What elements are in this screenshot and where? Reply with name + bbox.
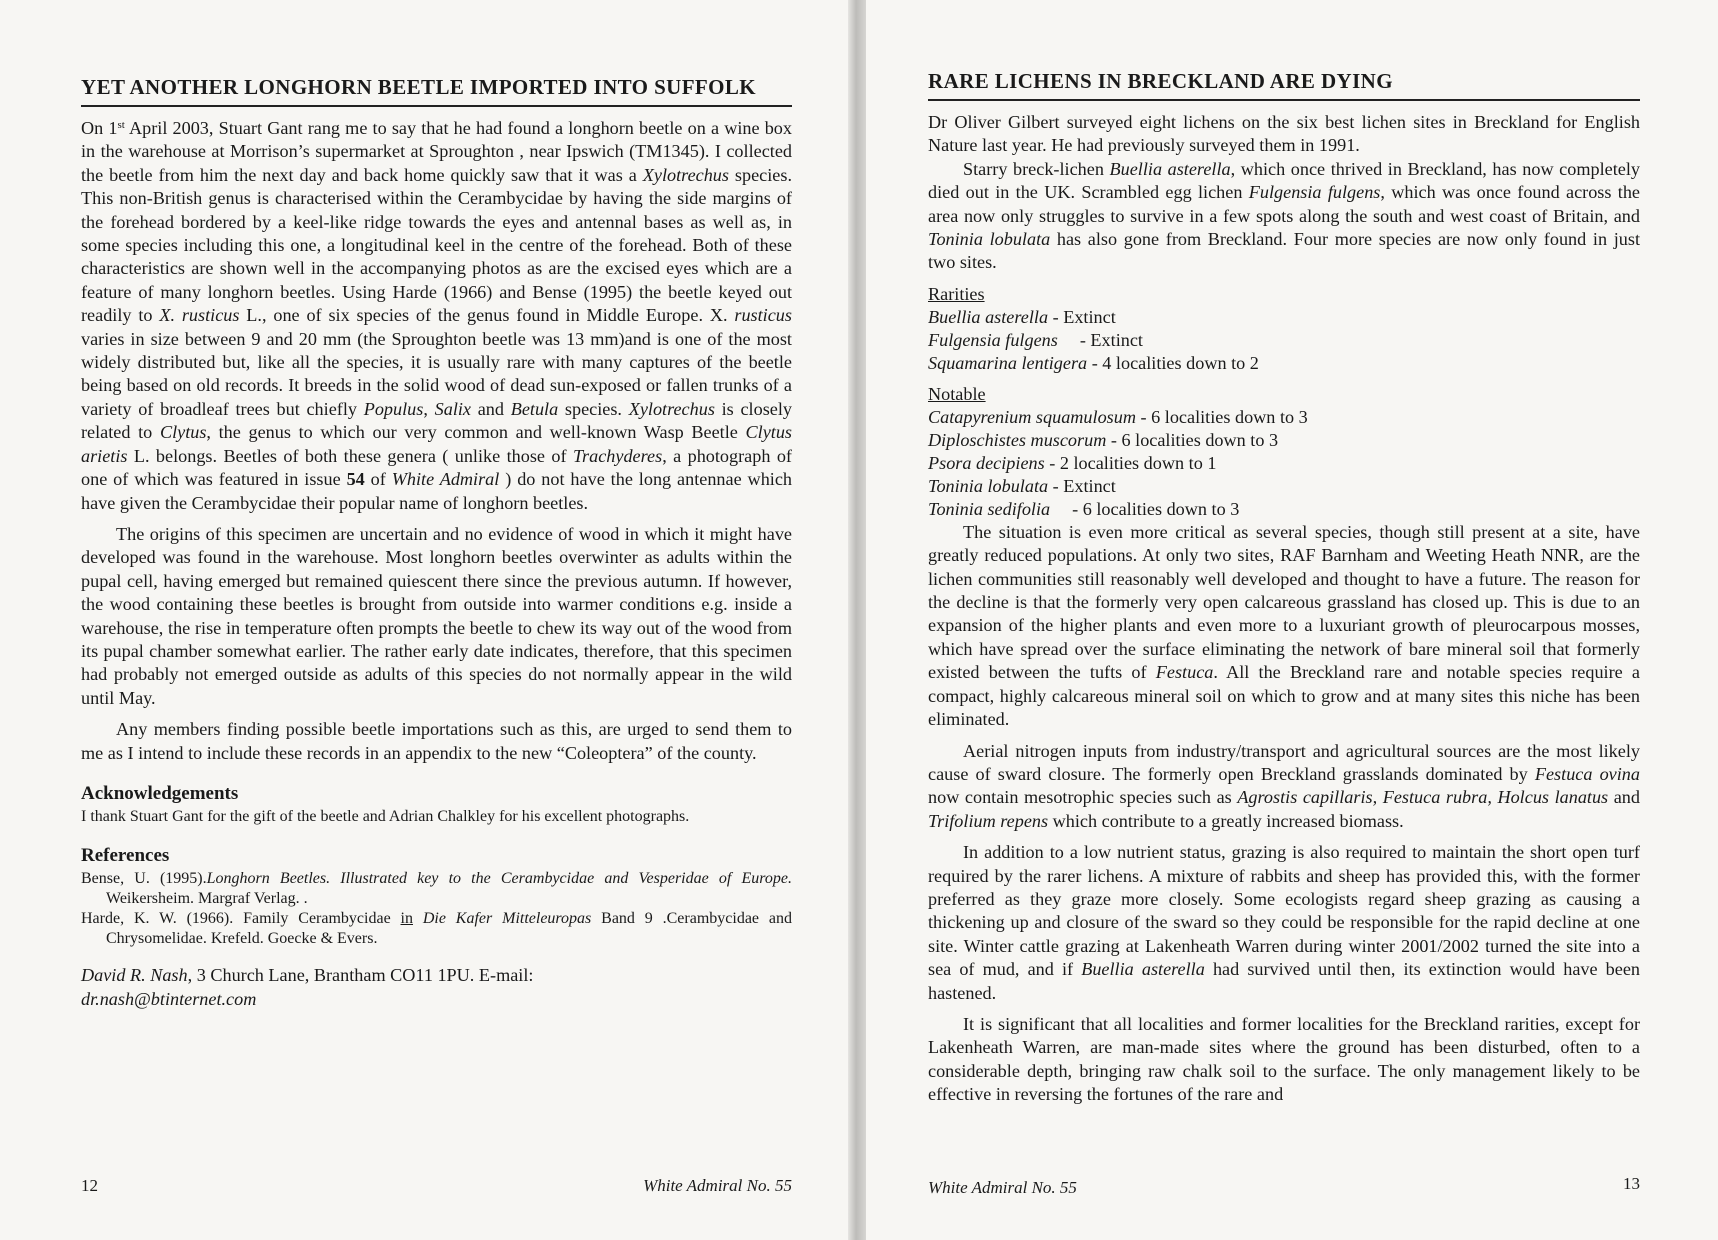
body-paragraph: In addition to a low nutrient status, grazing is also required to maintain the short open turf required by the rarer lichens. A mixture of rabbits and sheep has provided this, with the former preferred as they graze more closely. Some ecologists regard sheep grazing as causing a thickening up and closure of the sward so they could be responsible for the rapid decline at one site. Winter cattle grazing at Lakenheath Warren during winter 2001/2002 turned the site into a sea of mud, and if Buellia asterella had survived until then, its extinction would have been hastened.	[928, 842, 1641, 1003]
author-address: , 3 Church Lane, Brantham CO11 1PU. E-mail:	[187, 964, 534, 985]
list-item: Psora decipiens - 2 localities down to 1	[928, 452, 1217, 473]
body-paragraph: Aerial nitrogen inputs from industry/transport and agricultural sources are the most likely cause of sward closure. The formerly open Breckland grasslands dominated by Festuca ovina now contain mesotrophic species such as Agrostis capillaris, Festuca rubra, Holcus lanatus and Trifolium repens which contribute to a greatly increased biomass.	[928, 740, 1640, 831]
article-title: YET ANOTHER LONGHORN BEETLE IMPORTED INTO SUFFOLK	[81, 76, 792, 107]
references-heading: References	[81, 844, 170, 866]
reference-item: Bense, U. (1995).Longhorn Beetles. Illustrated key to the Cerambycidae and Vesperidae of Europe. Weikersheim. Margraf Verlag. .	[81, 869, 792, 907]
list-item: Toninia lobulata - Extinct	[928, 475, 1116, 496]
list-item: Diploschistes muscorum - 6 localities down to 3	[928, 429, 1279, 450]
body-paragraph: On 1st April 2003, Stuart Gant rang me to say that he had found a longhorn beetle on a wine box in the warehouse at Morrison’s supermarket at Sproughton , near Ipswich (TM1345). I collected the beetle from him the next day and back home quickly saw that it was a Xylotrechus species. This non-British genus is characterised within the Cerambycidae by having the side margins of the forehead bordered by a keel-like ridge towards the eyes and antennal bases as well as, in some species including this one, a longitudinal keel in the centre of the forehead. Both of these characteristics are shown well in the accompanying photos as are the excised eyes which are a feature of many longhorn beetles. Using Harde (1966) and Bense (1995) the beetle keyed out readily to X. rusticus L., one of six species of the genus found in Middle Europe. X. rusticus varies in size between 9 and 20 mm (the Sproughton beetle was 13 mm)and is one of the most widely distributed but, like all the species, it is usually rare with many captures of the beetle being based on old records. It breeds in the solid wood of dead sun-exposed or fallen trunks of a variety of broadleaf trees but chiefly Populus, Salix and Betula species. Xylotrechus is closely related to Clytus, the genus to which our very common and well-known Wasp Beetle Clytus arietis L. belongs. Beetles of both these genera ( unlike those of Trachyderes, a photograph of one of which was featured in issue 54 of White Admiral ) do not have the long antennae which have given the Cerambycidae their popular name of longhorn beetles.	[81, 118, 793, 513]
page-number: 13	[1623, 1174, 1640, 1193]
list-item: Buellia asterella - Extinct	[928, 306, 1116, 327]
list-item: Fulgensia fulgens - Extinct	[928, 329, 1143, 350]
body-paragraph: It is significant that all localities and former localities for the Breckland rarities, except for Lakenheath Warren, are man-made sites where the ground has been disturbed, often to a considerable depth, bringing raw chalk soil to the surface. The only management likely to be effective in reversing the fortunes of the rare and	[928, 1013, 1640, 1105]
author-email[interactable]: dr.nash@btinternet.com	[81, 988, 257, 1009]
rarities-heading: Rarities	[928, 283, 985, 304]
body-paragraph: Any members finding possible beetle importations such as this, are urged to send them to me as I intend to include these records in an appendix to the new “Coleoptera” of the county.	[81, 719, 792, 763]
acknowledgements-heading: Acknowledgements	[81, 782, 239, 804]
reference-item: Harde, K. W. (1966). Family Cerambycidae in Die Kafer Mitteleuropas Band 9 .Cerambycidae and Chrysomelidae. Krefeld. Goecke & Evers.	[81, 909, 792, 947]
acknowledgements-text: I thank Stuart Gant for the gift of the beetle and Adrian Chalkley for his excellent photographs.	[81, 807, 690, 825]
body-paragraph: The situation is even more critical as several species, though still present at a site, have greatly reduced populations. At only two sites, RAF Barnham and Weeting Heath NNR, are the lichen communities still reasonably well developed and thought to have a future. The reason for the decline is that the formerly very open calcareous grassland has closed up. This is due to an expansion of the higher plants and even more to a luxuriant growth of pleurocarpous mosses, which have spread over the surface eliminating the network of bare mineral soil that formerly existed between the tufts of Festuca. All the Breckland rare and notable species require a compact, highly calcareous mineral soil on which to grow and at many sites this niche has been eliminated.	[928, 521, 1640, 730]
page-number: 12	[81, 1176, 98, 1195]
author-name: David R. Nash	[81, 964, 188, 985]
rarities-list	[928, 306, 1640, 375]
left-page	[0, 0, 848, 1240]
article-title: RARE LICHENS IN BRECKLAND ARE DYING	[928, 70, 1640, 101]
footer-journal-title: White Admiral No. 55	[928, 1178, 1077, 1197]
notable-list	[928, 406, 1640, 521]
right-page	[866, 0, 1718, 1240]
list-item: Squamarina lentigera - 4 localities down to 2	[928, 352, 1259, 373]
list-item: Catapyrenium squamulosum - 6 localities down to 3	[928, 406, 1308, 427]
notable-heading: Notable	[928, 383, 986, 404]
book-gutter	[848, 0, 866, 1240]
body-paragraph: Dr Oliver Gilbert surveyed eight lichens on the six best lichen sites in Breckland for English Nature last year. He had previously surveyed them in 1991.	[928, 112, 1640, 156]
list-item: Toninia sedifolia - 6 localities down to 3	[928, 498, 1240, 519]
footer-journal-title: White Admiral No. 55	[643, 1176, 792, 1195]
body-paragraph: The origins of this specimen are uncertain and no evidence of wood in which it might have developed was found in the warehouse. Most longhorn beetles overwinter as adults within the pupal cell, having emerged but remained quiescent there since the previous autumn. If however, the wood containing these beetles is brought from outside into warmer conditions e.g. inside a warehouse, the rise in temperature often prompts the beetle to chew its way out of the wood from its pupal chamber somewhat earlier. The rather early date indicates, therefore, that this specimen had probably not emerged outside as adults of this species do not normally appear in the wild until May.	[81, 523, 792, 708]
author-block	[81, 963, 792, 1011]
body-paragraph: Starry breck-lichen Buellia asterella, which once thrived in Breckland, has now completely died out in the UK. Scrambled egg lichen Fulgensia fulgens, which was once found across the area now only struggles to survive in a few spots along the south and west coast of Britain, and Toninia lobulata has also gone from Breckland. Four more species are now only found in just two sites.	[928, 158, 1641, 273]
